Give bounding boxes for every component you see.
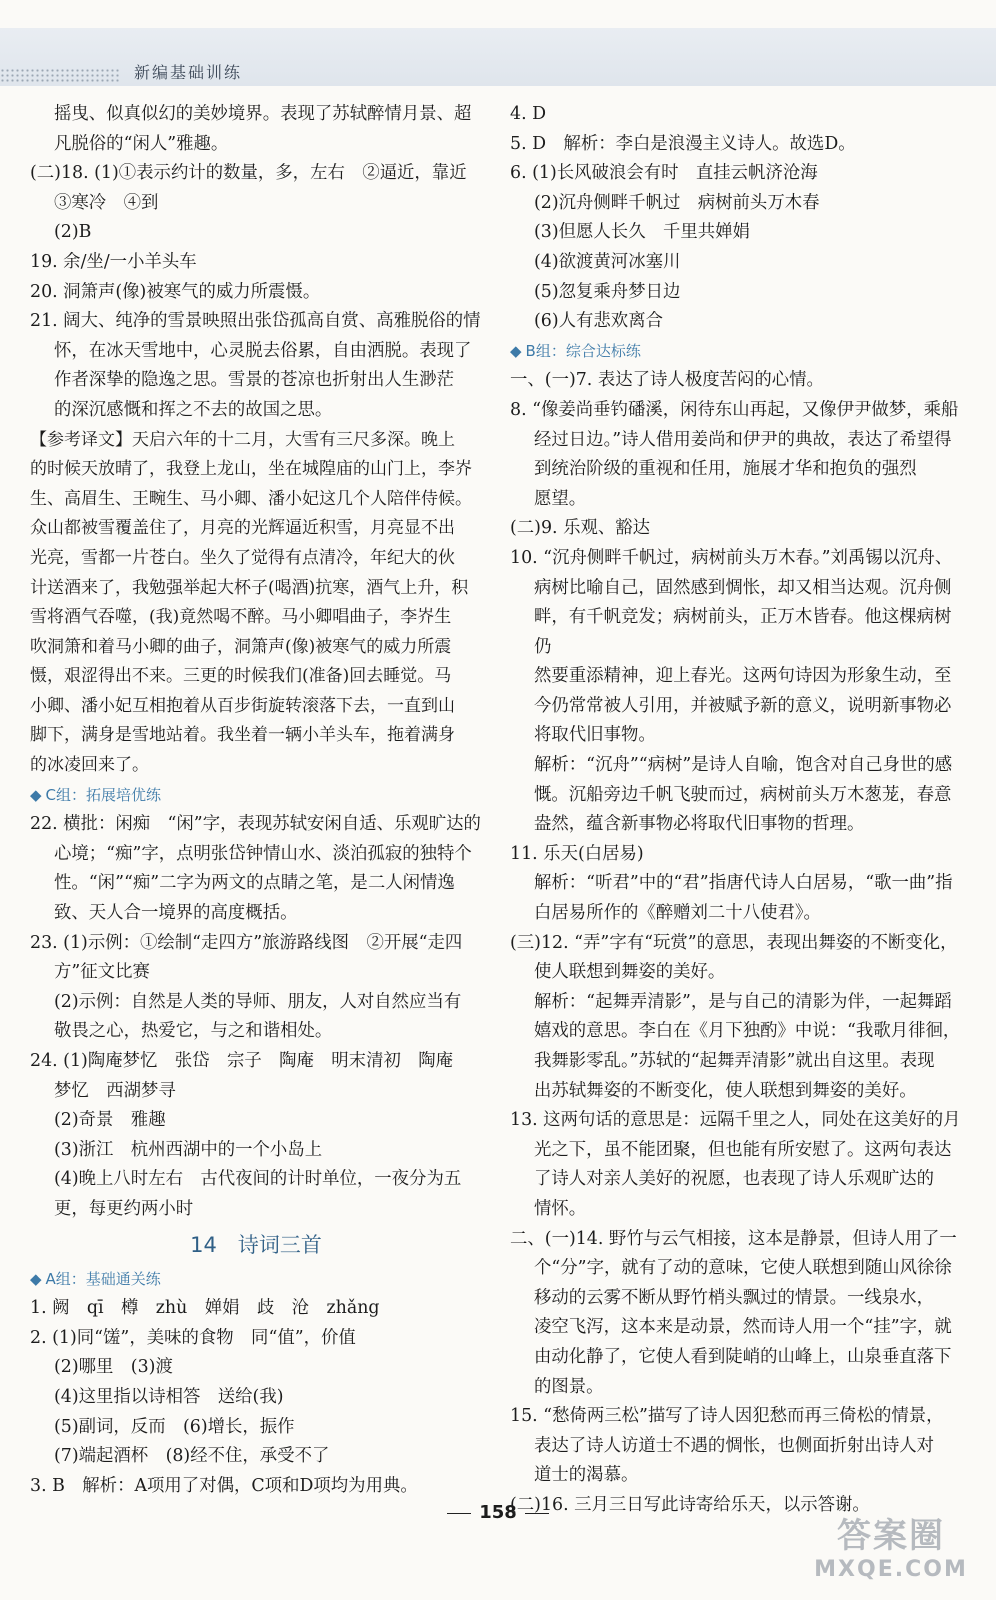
answer-line: 我舞影零乱。”苏轼的“起舞弄清影”就出自这里。表现 [534, 1051, 935, 1071]
answer-line: (6)人有悲欢离合 [534, 311, 663, 332]
header-title: 新编基础训练 [134, 63, 243, 82]
answer-line: (5)忽复乘舟梦日边 [534, 281, 681, 302]
answer-line: 使人联想到舞姿的美好。 [534, 962, 726, 983]
answer-line: 的图景。 [534, 1376, 604, 1397]
answer-line: 解析：“听君”中的“君”指唐代诗人白居易，“歌一曲”指 [534, 873, 953, 894]
answer-line: (三)12. “弄”字有“玩赏”的意思，表现出舞姿的不断变化， [510, 932, 958, 953]
answer-line: 凡脱俗的“闲人”雅趣。 [54, 133, 229, 154]
answer-line: 表达了诗人访道士不遇的惆怅，也侧面折射出诗人对 [534, 1435, 934, 1456]
watermark-line2: MXQE.COM [814, 1557, 968, 1582]
answer-line: 解析：“起舞弄清影”，是与自己的清影为伴，一起舞蹈 [534, 991, 952, 1012]
diamond-icon: ◆ [30, 785, 42, 804]
answer-line: 病树比喻自己，固然感到惆怅，却又相当达观。沉舟侧 [534, 577, 952, 598]
answer-line: 经过日边。”诗人借用姜尚和伊尹的典故，表达了希望得 [534, 429, 952, 450]
right-column [510, 100, 966, 1521]
answer-line: 【参考译文】天启六年的十二月，大雪有三尺多深。晚上 [30, 429, 455, 450]
answer-line: 慨。沉船旁边千帆飞驶而过，病树前头万木葱茏，春意 [534, 784, 952, 805]
answer-line: 生、高眉生、王畹生、马小卿、潘小妃这几个人陪伴侍候。 [30, 488, 472, 509]
section-label: C组：拓展培优练 [45, 785, 162, 804]
answer-line: 然要重添精神，迎上春光。这两句诗因为形象生动，至 [534, 666, 952, 687]
answer-line: 15. “愁倚两三松”描写了诗人因犯愁而再三倚松的情景， [510, 1406, 944, 1427]
left-column [30, 100, 482, 1501]
answer-line: 作者深挚的隐逸之思。雪景的苍凉也折射出人生渺茫 [54, 370, 454, 391]
answer-line: (4)这里指以诗相答 送给(我) [54, 1386, 284, 1407]
answer-line: 光之下，虽不能团聚，但也能有所安慰了。这两句表达 [534, 1139, 952, 1160]
answer-line: 5. D 解析：李白是浪漫主义诗人。故选D。 [510, 133, 856, 154]
answer-line: (2)奇景 雅趣 [54, 1110, 166, 1131]
section-heading [510, 337, 966, 367]
answer-line: (二)9. 乐观、豁达 [510, 518, 651, 539]
answer-line: 10. “沉舟侧畔千帆过，病树前头万木春。”刘禹锡以沉舟、 [510, 547, 953, 568]
answer-line: 摇曳、似真似幻的美妙境界。表现了苏轼醉情月景、超 [54, 104, 472, 124]
answer-line: 个“分”字，就有了动的意味，它使人联想到随山风徐徐 [534, 1258, 952, 1279]
answer-line: (3)浙江 杭州西湖中的一个小岛上 [54, 1139, 323, 1160]
answer-line: 畔，有千帆竞发；病树前头，正万木皆春。他这棵病树仍 [534, 607, 952, 657]
section-heading [30, 781, 482, 811]
answer-line: (二)18. (1)①表示约计的数量，多，左右 ②逼近，靠近 [30, 163, 467, 184]
answer-line: 的冰凌回来了。 [30, 755, 149, 776]
answer-line: 6. (1)长风破浪会有时 直挂云帆济沧海 [510, 163, 818, 184]
answer-line: 的时候天放晴了，我登上龙山，坐在城隍庙的山门上，李岕 [30, 459, 472, 480]
header-dot-pattern [0, 68, 120, 82]
answer-line: (4)欲渡黄河冰塞川 [534, 251, 681, 272]
answer-line: (4)晚上八时左右 古代夜间的计时单位，一夜分为五 [54, 1169, 462, 1190]
answer-line: (2)沉舟侧畔千帆过 病树前头万木春 [534, 192, 820, 213]
page-header [0, 28, 996, 86]
answer-line: 白居易所作的《醉赠刘二十八使君》。 [534, 903, 821, 924]
answer-line: 的深沉感慨和挥之不去的故国之思。 [54, 399, 333, 420]
answer-line: (二)16. 三月三日写此诗寄给乐天，以示答谢。 [510, 1494, 870, 1515]
answer-line: 愿望。 [534, 488, 587, 509]
answer-line: 方”征文比赛 [54, 962, 150, 983]
chapter-title: 14 诗词三首 [190, 1232, 322, 1257]
footer-dash-left [447, 1513, 471, 1514]
answer-line: 小卿、潘小妃互相抱着从百步街旋转滚落下去，一直到山 [30, 695, 455, 716]
answer-line: 心境；“痴”字，点明张岱钟情山水、淡泊孤寂的独特个 [54, 843, 472, 864]
diamond-icon: ◆ [30, 1269, 42, 1288]
answer-line: (5)副词，反而 (6)增长，振作 [54, 1416, 295, 1437]
answer-line: 将取代旧事物。 [534, 725, 656, 746]
page-number: 158 [479, 1502, 517, 1523]
answer-line: (2)哪里 (3)渡 [54, 1357, 173, 1378]
answer-line: 致、天人合一境界的高度概括。 [54, 903, 298, 924]
answer-line: (3)但愿人长久 千里共婵娟 [534, 222, 750, 243]
answer-line: 二、(一)14. 野竹与云气相接，这本是静景，但诗人用了一 [510, 1228, 957, 1249]
answer-line: 移动的云雾不断从野竹梢头飘过的情景。一线泉水， [534, 1287, 934, 1308]
answer-line: 道士的渴慕。 [534, 1465, 639, 1486]
answer-line: 凌空飞泻，这本来是动景，然而诗人用一个“挂”字，就 [534, 1317, 952, 1338]
answer-line: 雪将酒气吞噬，(我)竟然喝不醉。马小卿唱曲子，李岕生 [30, 607, 452, 628]
answer-line: 11. 乐天(白居易) [510, 843, 644, 864]
watermark-line1: 答案圈 [837, 1516, 945, 1556]
answer-line: 众山都被雪覆盖住了，月亮的光辉逼近积雪，月亮显不出 [30, 518, 455, 539]
watermark-logo [796, 1508, 986, 1594]
answer-line: 吹洞箫和着马小卿的曲子，洞箫声(像)被寒气的威力所震 [30, 636, 452, 657]
answer-line: 19. 余/坐/一小羊头车 [30, 251, 197, 272]
answer-line: (2)B [54, 222, 92, 243]
answer-line: 性。“闲”“痴”二字为两文的点睛之笔，是二人闲情逸 [54, 873, 455, 894]
answer-line: 脚下，满身是雪地站着。我坐着一辆小羊头车，拖着满身 [30, 725, 455, 746]
answer-line: ③寒冷 ④到 [54, 192, 159, 213]
answer-line: 盎然，蕴含新事物必将取代旧事物的哲理。 [534, 814, 865, 835]
answer-line: 解析：“沉舟”“病树”是诗人自喻，饱含对自己身世的感 [534, 755, 953, 776]
answer-line: 21. 阔大、纯净的雪景映照出张岱孤高自赏、高雅脱俗的情 [30, 311, 481, 332]
answer-line: 2. (1)同“馐”，美味的食物 同“值”，价值 [30, 1327, 356, 1348]
answer-line: 1. 阙 qī 樽 zhù 婵娟 歧 沧 zhǎng [30, 1298, 380, 1319]
answer-line: 8. “像姜尚垂钓磻溪，闲待东山再起，又像伊尹做梦，乘船 [510, 399, 959, 420]
answer-line: 出苏轼舞姿的不断变化，使人联想到舞姿的美好。 [534, 1080, 917, 1101]
answer-line: 到统治阶级的重视和任用，施展才华和抱负的强烈 [534, 459, 917, 480]
answer-line: 3. B 解析：A项用了对偶，C项和D项均为用典。 [30, 1475, 418, 1496]
section-heading [30, 1265, 482, 1295]
answer-line: 23. (1)示例：①绘制“走四方”旅游路线图 ②开展“走四 [30, 932, 463, 953]
section-label: B组：综合达标练 [525, 341, 641, 360]
answer-line: 计送酒来了，我勉强举起大杯子(喝酒)抗寒，酒气上升，积 [30, 577, 469, 598]
answer-line: (7)端起酒杯 (8)经不住，承受不了 [54, 1446, 330, 1467]
answer-line: 24. (1)陶庵梦忆 张岱 宗子 陶庵 明末清初 陶庵 [30, 1051, 454, 1071]
answer-line: 一、(一)7. 表达了诗人极度苦闷的心情。 [510, 370, 824, 391]
answer-line: 怀，在冰天雪地中，心灵脱去俗累，自由洒脱。表现了 [54, 340, 472, 361]
answer-line: 今仍常常被人引用，并被赋予新的意义，说明新事物必 [534, 695, 952, 716]
answer-line: 由动化静了，它使人看到陡峭的山峰上，山泉垂直落下 [534, 1346, 952, 1367]
answer-line: 慑，艰涩得出不来。三更的时候我们(准备)回去睡觉。马 [30, 666, 452, 687]
answer-line: 嬉戏的意思。李白在《月下独酌》中说：“我歌月徘徊， [534, 1021, 961, 1042]
footer-dash-right [525, 1513, 549, 1514]
answer-line: 4. D [510, 104, 547, 124]
answer-line: 梦忆 西湖梦寻 [54, 1080, 176, 1101]
answer-line: 光亮，雪都一片苍白。坐久了觉得有点清冷，年纪大的伙 [30, 547, 455, 568]
answer-line: 22. 横批：闲痴 “闲”字，表现苏轼安闲自适、乐观旷达的 [30, 814, 481, 835]
answer-line: 20. 洞箫声(像)被寒气的威力所震慑。 [30, 281, 321, 302]
diamond-icon: ◆ [510, 341, 522, 360]
answer-line: (2)示例：自然是人类的导师、朋友，人对自然应当有 [54, 991, 462, 1012]
answer-line: 了诗人对亲人美好的祝愿，也表现了诗人乐观旷达的 [534, 1169, 934, 1190]
answer-line: 敬畏之心，热爱它，与之和谐相处。 [54, 1021, 333, 1042]
answer-line: 情怀。 [534, 1198, 587, 1219]
section-label: A组：基础通关练 [45, 1269, 161, 1288]
answer-line: 更，每更约两小时 [54, 1198, 194, 1219]
answer-line: 13. 这两句话的意思是：远隔千里之人，同处在这美好的月 [510, 1110, 961, 1131]
